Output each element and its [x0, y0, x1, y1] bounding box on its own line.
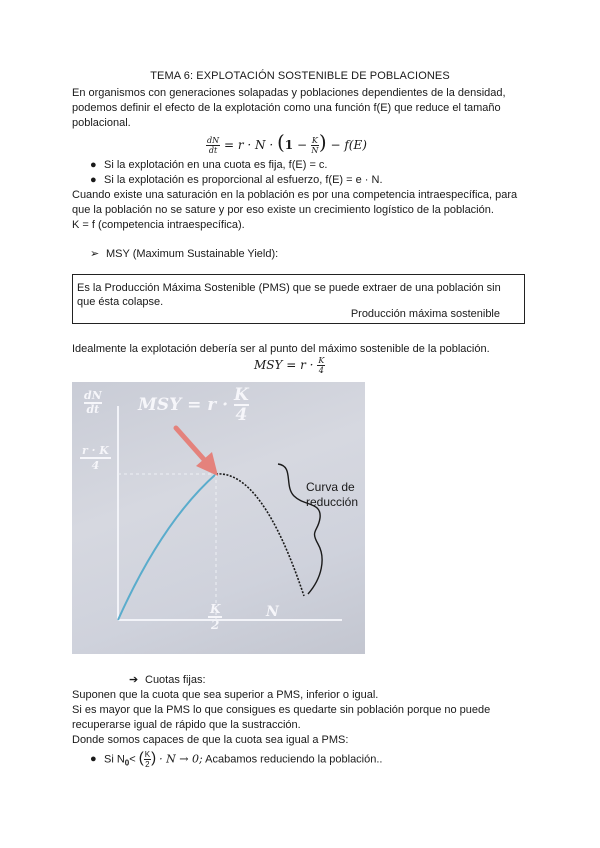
definition-caption: Producción máxima sostenible — [350, 308, 500, 320]
pink-arrow-shaft — [176, 428, 208, 464]
definition-box — [72, 274, 525, 324]
para3-line-1: Suponen que la cuota que sea superior a PMS, inferior o igual. — [72, 689, 379, 701]
photo-x-label: N — [266, 604, 279, 620]
bullet-fixed-quota: ● Si la explotación en una cuota es fija, f(E) = c. — [90, 159, 328, 171]
page-title: TEMA 6: EXPLOTACIÓN SOSTENIBLE DE POBLACIONES — [150, 70, 450, 82]
logistic-equation: $\frac{dN}{dt}$ = r · N · (1 − $\frac{K}{N}$ ) − f(E) — [207, 130, 367, 155]
msy-slide-photo — [72, 382, 365, 654]
intro-line-2: podemos definir el efecto de la explotación como una función f(E) que reduce el tamaño — [72, 102, 501, 114]
para3-line-2: Si es mayor que la PMS lo que consigues es quedarte sin población porque no puede — [72, 704, 491, 716]
photo-peak-label: r · K 4 — [82, 444, 109, 472]
intro-line-1: En organismos con generaciones solapadas y poblaciones dependientes de la densidad, — [72, 87, 506, 99]
para3-line-4: Donde somos capaces de que la cuota sea igual a PMS: — [72, 734, 349, 746]
bullet-proportional-effort: ● Si la explotación es proporcional al esfuerzo, f(E) = e · N. — [90, 174, 383, 186]
arrowhead-bullet-icon: ➢ — [90, 248, 100, 260]
growth-curve-rising — [118, 474, 216, 620]
ideal-line: Idealmente la explotación debería ser al punto del máximo sostenible de la población. — [72, 343, 490, 355]
photo-note: Curva de reducción — [306, 480, 359, 509]
bullet-collapse: ● Si $N_0<$ ( $\frac{K}{2}$ ) · N → 0; Acabamos reduciendo la población.. — [90, 749, 383, 769]
para3-line-3: recuperarse igual de rápido que la sustracción. — [72, 719, 301, 731]
msy-heading: ➢ MSY (Maximum Sustainable Yield): — [90, 248, 279, 260]
right-arrow-bullet-icon: ➔ — [129, 674, 139, 686]
photo-half-k-label: K 2 — [210, 602, 221, 632]
definition-text: Es la Producción Máxima Sostenible (PMS) que se puede extraer de una población sin que ésta colapse. — [77, 282, 501, 308]
para2-line-1: Cuando existe una saturación en la población es por una competencia intraespecífica, para — [72, 189, 518, 201]
photo-title: MSY = r · $\frac{K}{4}$ — [138, 385, 249, 425]
para2-line-2: que la población no se sature y por eso existe un crecimiento logístico de la población. — [72, 204, 494, 216]
msy-equation: MSY = r · $\frac{K}{4}$ — [254, 356, 325, 375]
photo-y-label: dN dt — [84, 389, 102, 416]
cuotas-heading: ➔ Cuotas fijas: — [129, 674, 206, 686]
intro-line-3: poblacional. — [72, 117, 131, 129]
para2-line-3: K = f (competencia intraespecífica). — [72, 219, 245, 231]
